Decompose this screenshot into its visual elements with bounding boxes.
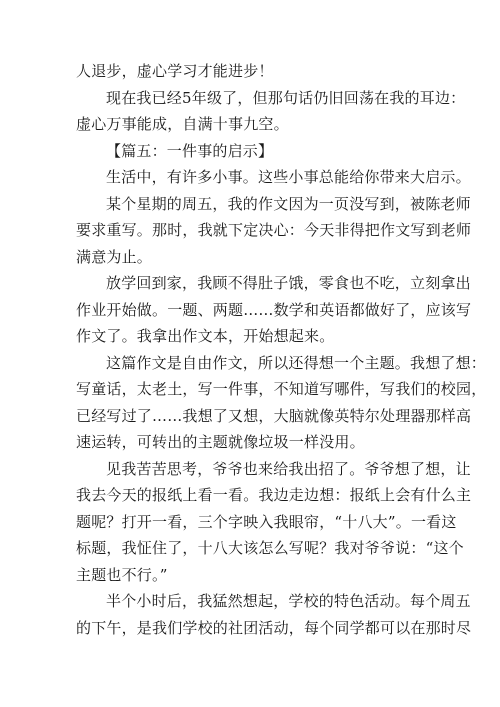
text-line: 某个星期的周五，我的作文因为一页没写到，被陈老师 [106,194,471,213]
document-page [76,58,487,641]
text-line: 主题也不行。” [76,565,168,584]
text-line: 见我苦苦思考，爷爷也来给我出招了。爷爷想了想，让 [106,459,471,478]
text-line: 现在我已经5年级了，但那句话仍旧回荡在我的耳边： [106,88,466,107]
text-line: 已经写过了……我想了又想，大脑就像英特尔处理器那样高 [76,406,472,425]
text-line: 虚心万事能成，自满十事九空。 [76,115,289,133]
text-line: 【篇五：一件事的启示】 [106,141,274,160]
text-line: 速运转，可转出的主题就像垃圾一样没用。 [76,433,365,451]
text-line: 放学回到家，我顾不得肚子饿，零食也不吃，立刻拿出 [106,274,471,292]
text-line: 满意为止。 [76,247,153,266]
text-line: 我去今天的报纸上看一看。我边走边想：报纸上会有什么主 [76,486,472,504]
text-line: 写童话，太老土，写一件事，不知道写哪件，写我们的校园， [76,380,487,398]
text-line: 这篇作文是自由作文，所以还得想一个主题。我想了想： [106,353,487,372]
text-line: 题呢？打开一看，三个字映入我眼帘，“十八大”。一看这 [76,512,457,531]
text-line: 要求重写。那时，我就下定决心：今天非得把作文写到老师 [76,221,472,239]
document-body [76,58,487,641]
text-line: 人退步，虚心学习才能进步！ [76,62,274,80]
text-line: 作业开始做。一题、两题……数学和英语都做好了，应该写 [76,300,472,319]
text-line: 的下午，是我们学校的社团活动，每个同学都可以在那时尽 [76,618,472,637]
text-line: 标题，我怔住了，十八大该怎么写呢？我对爷爷说：“这个 [76,539,464,557]
text-line: 作文了。我拿出作文本，开始想起来。 [76,327,335,345]
text-line: 生活中，有许多小事。这些小事总能给你带来大启示。 [106,168,471,186]
text-line: 半个小时后，我猛然想起，学校的特色活动。每个周五 [106,592,471,610]
